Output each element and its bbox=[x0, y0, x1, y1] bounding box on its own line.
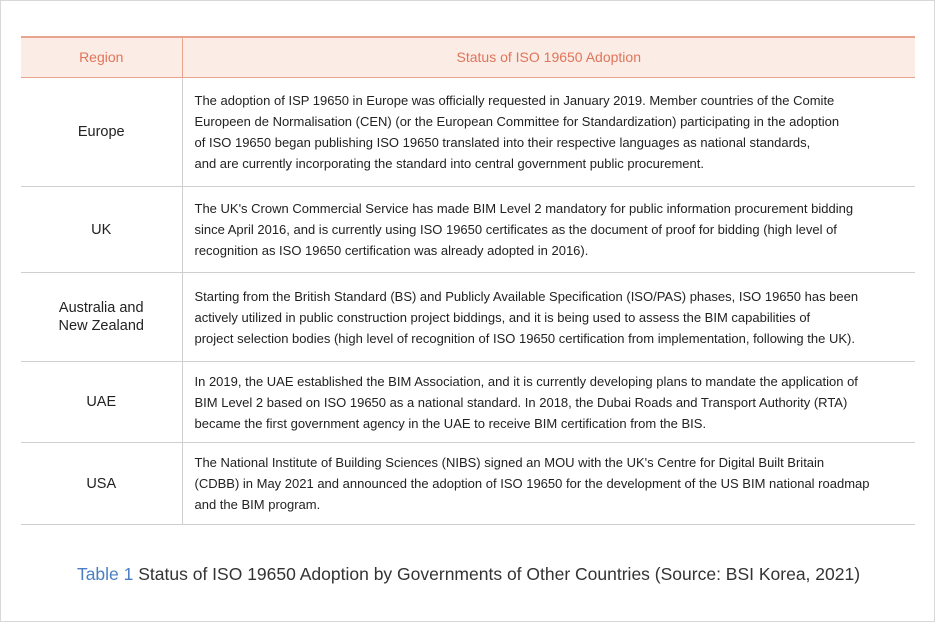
status-line: BIM Level 2 based on ISO 19650 as a national standard. In 2018, the Dubai Roads and Transport Authority (RTA) bbox=[194, 394, 848, 410]
iso-adoption-table bbox=[21, 36, 915, 525]
region-cell bbox=[21, 273, 182, 362]
table-caption bbox=[1, 564, 935, 585]
caption-label: Table 1 bbox=[76, 564, 134, 584]
status-cell bbox=[182, 362, 915, 443]
status-line: actively utilized in public construction project biddings, and it is being used to assess the BIM capabilities of bbox=[194, 309, 811, 325]
status-line: Starting from the British Standard (BS) and Publicly Available Specification (ISO/PAS) phases, ISO 19650 has been bbox=[194, 288, 859, 304]
status-line: of ISO 19650 began publishing ISO 19650 translated into their respective languages as national standards, bbox=[194, 135, 811, 150]
region-cell bbox=[21, 443, 182, 525]
status-line: since April 2016, and is currently using ISO 19650 certificates as the document of proof for bidding (high level of bbox=[194, 222, 837, 237]
status-line: (CDBB) in May 2021 and announced the adoption of ISO 19650 for the development of the US BIM national roadmap bbox=[194, 476, 870, 491]
region-cell bbox=[21, 78, 182, 187]
table-row bbox=[21, 273, 915, 362]
status-line: The adoption of ISP 19650 in Europe was officially requested in January 2019. Member countries of the Comite bbox=[194, 93, 835, 108]
status-line: recognition as ISO 19650 certification was already adopted in 2016). bbox=[194, 243, 589, 258]
region-cell bbox=[21, 187, 182, 273]
status-line: The UK's Crown Commercial Service has made BIM Level 2 mandatory for public information procurement bidding bbox=[194, 201, 854, 216]
table-row bbox=[21, 443, 915, 525]
region-label: Australia and bbox=[58, 300, 144, 316]
status-cell bbox=[182, 443, 915, 525]
status-line: Europeen de Normalisation (CEN) (or the European Committee for Standardization) participating in the adoption bbox=[194, 114, 840, 129]
status-cell bbox=[182, 273, 915, 362]
status-line: and the BIM program. bbox=[194, 497, 321, 512]
header-region: Region bbox=[21, 37, 182, 78]
status-line: became the first government agency in the UAE to receive BIM certification from the BIS. bbox=[194, 415, 707, 431]
status-line: In 2019, the UAE established the BIM Association, and it is currently developing plans to mandate the application of bbox=[194, 373, 858, 389]
region-label: UK bbox=[91, 221, 112, 238]
status-cell bbox=[182, 78, 915, 187]
region-cell bbox=[21, 362, 182, 443]
table-header-row bbox=[21, 37, 915, 78]
region-label: UAE bbox=[86, 394, 117, 410]
status-line: and are currently incorporating the standard into central government public procurement. bbox=[194, 156, 704, 171]
region-label: USA bbox=[86, 475, 117, 492]
header-status: Status of ISO 19650 Adoption bbox=[182, 37, 915, 78]
status-line: The National Institute of Building Sciences (NIBS) signed an MOU with the UK's Centre for Digital Built Britain bbox=[194, 455, 825, 470]
region-label: Europe bbox=[77, 124, 125, 140]
status-line: project selection bodies (high level of recognition of ISO 19650 certification from implementation, following the UK). bbox=[194, 330, 855, 346]
region-label: New Zealand bbox=[58, 318, 144, 334]
table-row bbox=[21, 78, 915, 187]
table-row bbox=[21, 362, 915, 443]
table-row bbox=[21, 187, 915, 273]
status-cell bbox=[182, 187, 915, 273]
caption-text: Status of ISO 19650 Adoption by Governments of Other Countries (Source: BSI Korea, 2021) bbox=[138, 564, 861, 584]
